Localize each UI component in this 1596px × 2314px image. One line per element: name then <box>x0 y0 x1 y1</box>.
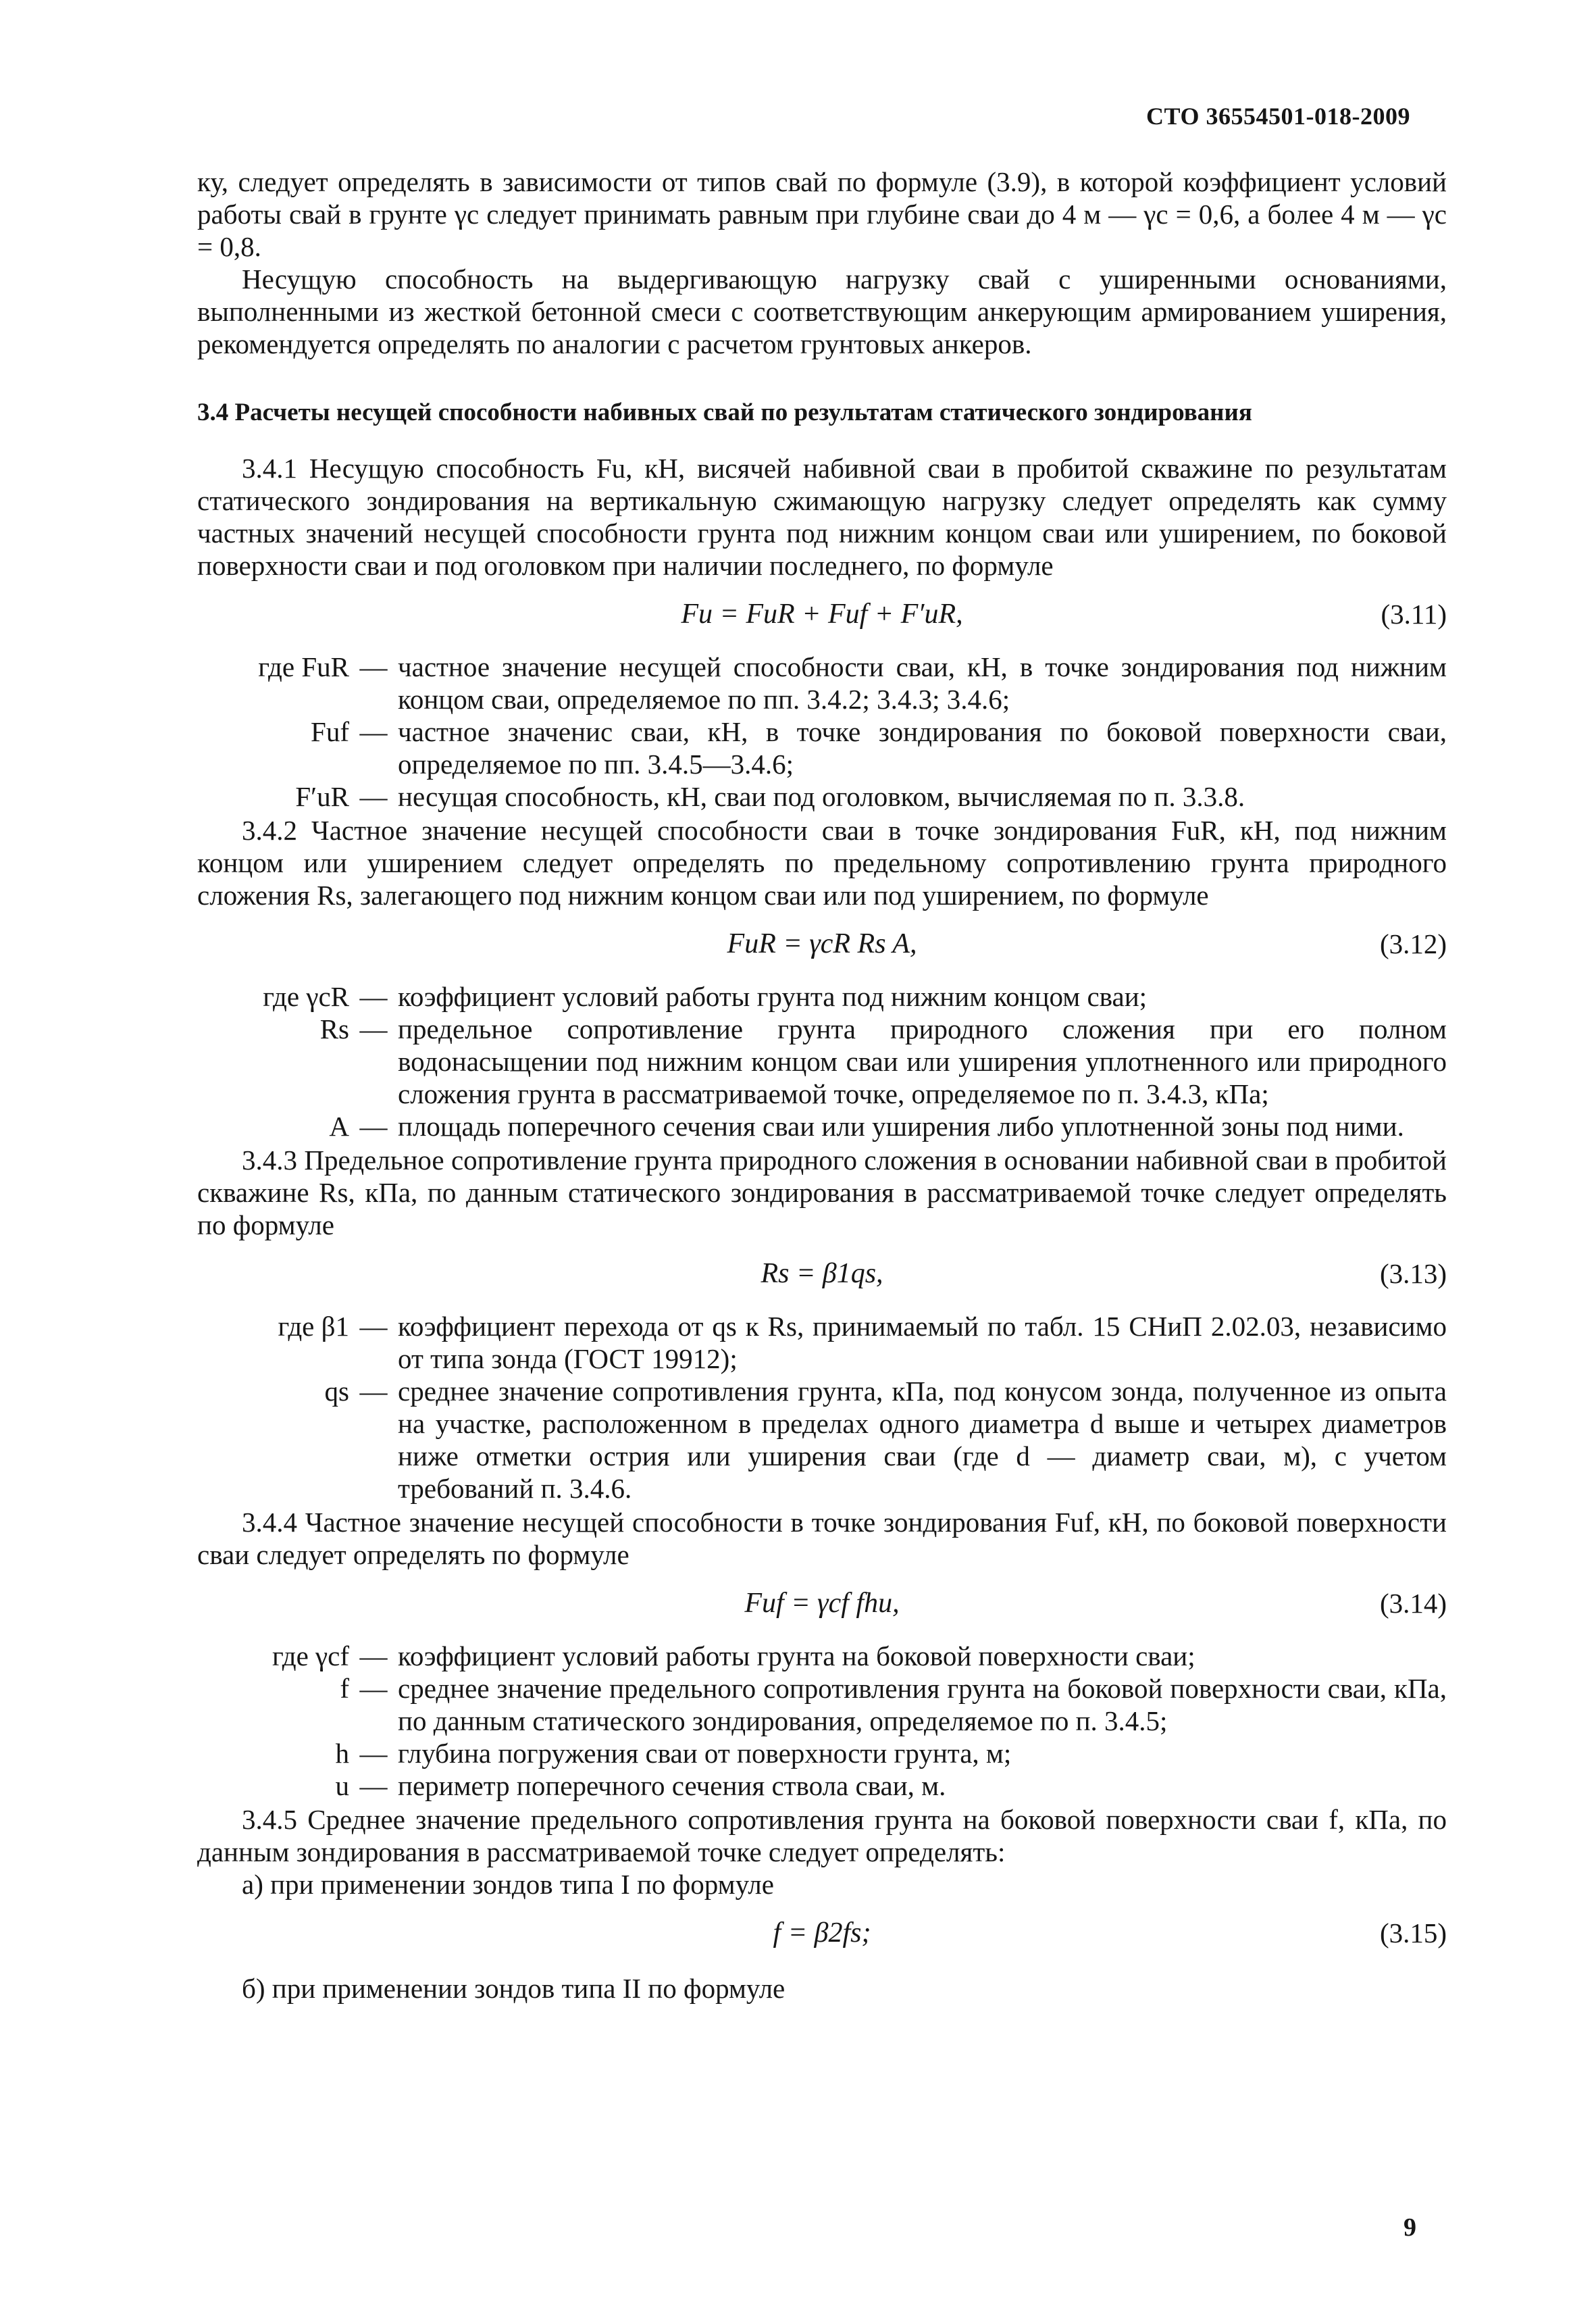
formula: Rs = β1qs, <box>761 1258 883 1289</box>
definition-text: коэффициент перехода от qs к Rs, принимаемый по табл. 15 СНиП 2.02.03, независимо от типа зонда (ГОСТ 19912); <box>398 1311 1447 1374</box>
formula: FuR = γcR Rs A, <box>727 928 917 959</box>
definition-text: предельное сопротивление грунта природного сложения при его полном водонасыщении под нижним концом сваи или уширения уплотненного или природного сложения грунта в рассматриваемой точке, определяемое по п. 3.4.3, кПа; <box>398 1013 1447 1109</box>
definition-text: площадь поперечного сечения сваи или уширения либо уплотненной зоны под ними. <box>398 1111 1404 1142</box>
definition-text: глубина погружения сваи от поверхности грунта, м; <box>398 1738 1012 1769</box>
formula: Fu = FuR + Fuf + F′uR, <box>681 599 963 630</box>
definition-item <box>197 980 1447 1013</box>
definition-item <box>197 1110 1447 1142</box>
definition-item <box>197 1013 1447 1110</box>
intro-paragraph-2: Несущую способность на выдергивающую нагрузку свай с уширенными основаниями, выполненными из жесткой бетонной смеси с соответствующим анкерующим армированием уширения, рекомендуется определять по аналогии с расчетом грунтовых анкеров. <box>197 263 1447 359</box>
definition-dash: — <box>359 1376 388 1407</box>
definition-text: частное значение несущей способности сваи, кН, в точке зондирования под нижним концом сваи, определяемое по пп. 3.4.2; 3.4.3; 3.4.6; <box>398 651 1447 715</box>
formula-row <box>197 1241 1447 1306</box>
definition-dash: — <box>359 1311 388 1342</box>
document-code: СТО 36554501-018-2009 <box>1145 103 1410 130</box>
formula-number: (3.13) <box>1379 1258 1447 1289</box>
definition-item <box>197 651 1447 715</box>
clause-3-4-4: 3.4.4 Частное значение несущей способности в точке зондирования Fuf, кН, по боковой поверхности сваи следует определять по формуле <box>197 1507 1447 1570</box>
definition-symbol: где FuR <box>258 651 349 682</box>
item-a: а) при применении зондов типа I по формуле <box>242 1869 774 1900</box>
definitions-list <box>197 1640 1447 1802</box>
definition-dash: — <box>359 1640 388 1671</box>
definitions-list <box>197 651 1447 813</box>
definitions-list <box>197 1310 1447 1505</box>
formula-number: (3.12) <box>1379 928 1447 959</box>
definition-item <box>197 1737 1447 1769</box>
formula-number: (3.15) <box>1379 1917 1447 1948</box>
definition-symbol: где β1 <box>278 1311 349 1342</box>
definition-text: несущая способность, кН, сваи под оголовком, вычисляемая по п. 3.3.8. <box>398 781 1245 812</box>
definition-text: периметр поперечного сечения ствола сваи, м. <box>398 1770 946 1801</box>
definition-symbol: u <box>335 1770 349 1801</box>
definition-item <box>197 715 1447 780</box>
definition-item <box>197 1769 1447 1802</box>
definition-dash: — <box>359 1738 388 1769</box>
item-b: б) при применении зондов типа II по формуле <box>242 1973 786 2004</box>
definition-symbol: h <box>335 1738 349 1769</box>
definition-dash: — <box>359 781 388 812</box>
definition-dash: — <box>359 716 388 747</box>
formula: Fuf = γcf fhu, <box>744 1588 900 1619</box>
definition-dash: — <box>359 1770 388 1801</box>
definition-symbol: A <box>329 1111 349 1142</box>
definition-text: среднее значение сопротивления грунта, кПа, под конусом зонда, полученное из опыта на участке, расположенном в пределах одного диаметра d выше и четырех диаметров ниже отметки острия или уширения сваи (где d — диаметр сваи, м), с учетом требований п. 3.4.6. <box>398 1376 1447 1504</box>
definition-symbol: f <box>340 1673 349 1704</box>
definition-dash: — <box>359 1013 388 1045</box>
formula: f = β2fs; <box>773 1917 871 1948</box>
clause-3-4-2: 3.4.2 Частное значение несущей способности сваи в точке зондирования FuR, кН, под нижним концом или уширением следует определять по предельному сопротивлению грунта природного сложения Rs, залегающего под нижним концом сваи или под уширением, по формуле <box>197 815 1447 911</box>
clause-3-4-5: 3.4.5 Среднее значение предельного сопротивления грунта на боковой поверхности сваи f, кПа, по данным зондирования в рассматриваемой точке следует определять: <box>197 1804 1447 1867</box>
definition-item <box>197 1375 1447 1505</box>
clause-3-4-3: 3.4.3 Предельное сопротивление грунта природного сложения в основании набивной сваи в пробитой скважине Rs, кПа, по данным статического зондирования в рассматриваемой точке следует определять по формуле <box>197 1145 1447 1240</box>
definition-text: частное значенис сваи, кН, в точке зондирования по боковой поверхности сваи, определяемое по пп. 3.4.5—3.4.6; <box>398 716 1447 780</box>
definition-item <box>197 1310 1447 1375</box>
definition-symbol: где γcR <box>263 981 349 1012</box>
formula-row <box>197 1571 1447 1636</box>
section-heading: 3.4 Расчеты несущей способности набивных свай по результатам статического зондирования <box>197 399 1252 426</box>
definition-symbol: где γcf <box>272 1640 349 1671</box>
definition-symbol: Rs <box>319 1013 349 1045</box>
definition-item <box>197 1640 1447 1672</box>
definition-text: среднее значение предельного сопротивления грунта на боковой поверхности сваи, кПа, по данным статического зондирования, определяемое по п. 3.4.5; <box>398 1673 1447 1736</box>
page-number: 9 <box>1404 2213 1416 2242</box>
formula-row <box>197 911 1447 976</box>
formula-row <box>197 582 1447 647</box>
definitions-list <box>197 980 1447 1142</box>
definition-symbol: F′uR <box>295 781 349 812</box>
formula-row <box>197 1901 1447 1965</box>
page-header <box>0 0 1596 1</box>
definition-symbol: Fuf <box>311 716 349 747</box>
definition-dash: — <box>359 1673 388 1704</box>
formula-number: (3.14) <box>1379 1588 1447 1619</box>
definition-item <box>197 780 1447 813</box>
definition-item <box>197 1672 1447 1737</box>
definition-dash: — <box>359 1111 388 1142</box>
page-body <box>197 166 1447 2005</box>
formula-number: (3.11) <box>1381 599 1447 630</box>
definition-dash: — <box>359 651 388 682</box>
intro-paragraph-1: ку, следует определять в зависимости от типов свай по формуле (3.9), в которой коэффициент условий работы свай в грунте γc следует принимать равным при глубине сваи до 4 м — γc = 0,6, а более 4 м — γc = 0,8. <box>197 166 1447 262</box>
clause-3-4-1: 3.4.1 Несущую способность Fu, кН, висячей набивной сваи в пробитой скважине по результатам статического зондирования на вертикальную сжимающую нагрузку следует определять как сумму частных значений несущей способности грунта под нижним концом сваи или уширением, по боковой поверхности сваи и под оголовком при наличии последнего, по формуле <box>197 453 1447 581</box>
definition-dash: — <box>359 981 388 1012</box>
definition-text: коэффициент условий работы грунта на боковой поверхности сваи; <box>398 1640 1195 1671</box>
definition-symbol: qs <box>324 1376 349 1407</box>
definition-text: коэффициент условий работы грунта под нижним концом сваи; <box>398 981 1148 1012</box>
